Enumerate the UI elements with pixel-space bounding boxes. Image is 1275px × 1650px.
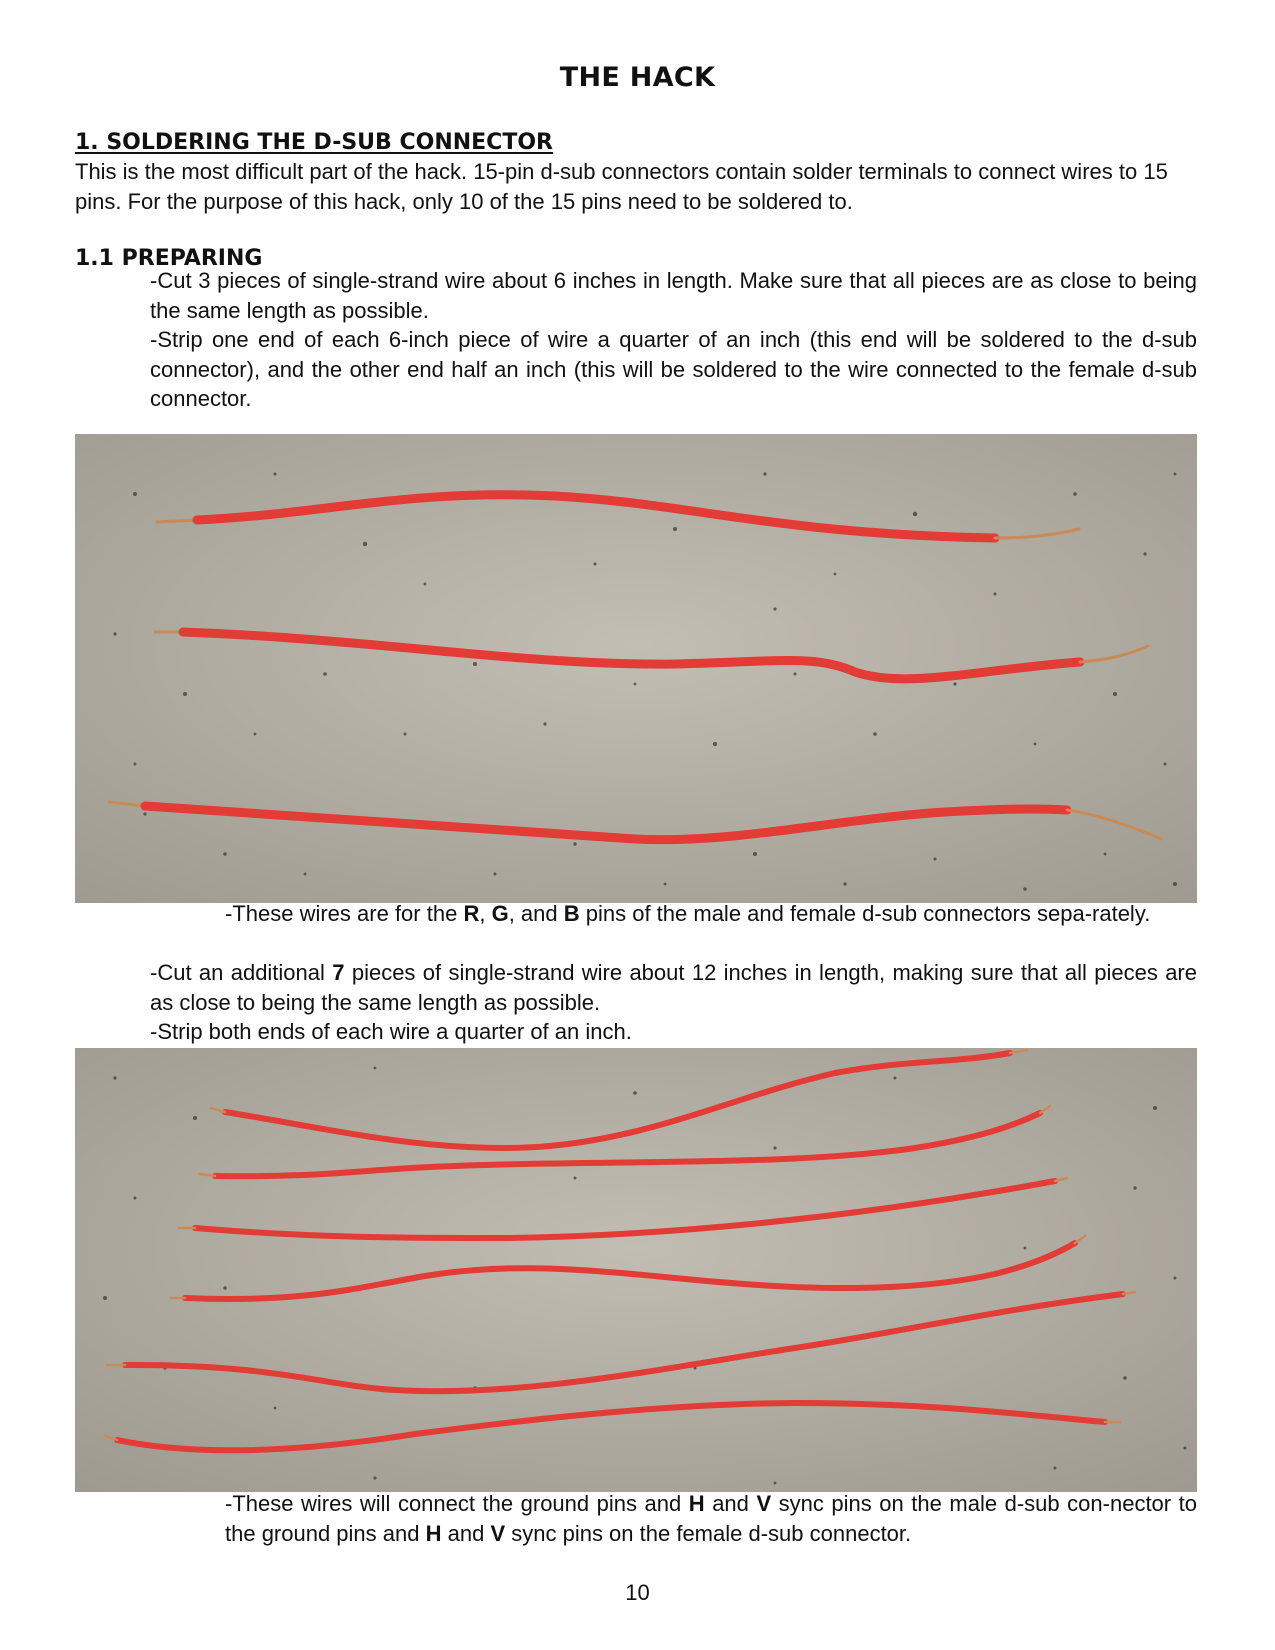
step-strip-both-ends: -Strip both ends of each wire a quarter of an inch. bbox=[150, 1019, 632, 1044]
pin-r-label: R bbox=[463, 901, 480, 926]
note-rgb-text-c: , and bbox=[508, 901, 564, 926]
note-rgb-text-b: , bbox=[479, 901, 492, 926]
sync-h-label-2: H bbox=[425, 1520, 442, 1546]
note-rgb-wires bbox=[225, 899, 1197, 929]
note-rgb-text-a: -These wires are for the bbox=[225, 901, 464, 926]
step-cut-3-wires: -Cut 3 pieces of single-strand wire about 6 inches in length. Make sure that all pieces are as close to being the same length as possible. bbox=[150, 268, 1197, 323]
note-sync-text-a: -These wires will connect the ground pins and bbox=[225, 1491, 689, 1516]
step-strip-6-inch: -Strip one end of each 6-inch piece of wire a quarter of an inch (this end will be soldered to the d-sub connector), and the other end half an inch (this will be soldered to the wire connected to the female d-sub connector. bbox=[150, 327, 1197, 411]
photo-three-short-wires bbox=[75, 434, 1197, 903]
intro-paragraph: This is the most difficult part of the hack. 15-pin d-sub connectors contain solder terminals to connect wires to 15 pins. For the purpose of this hack, only 10 of the 15 pins need to be soldered to. bbox=[75, 159, 1168, 214]
note-rgb-text-d: pins of the male and female d-sub connectors sepa-rately. bbox=[579, 901, 1151, 926]
pin-g-label: G bbox=[491, 901, 509, 926]
step-cut-7-wires bbox=[150, 958, 1197, 1017]
page-number: 10 bbox=[625, 1580, 650, 1605]
note-sync-wires bbox=[225, 1489, 1197, 1548]
photo-seven-long-wires bbox=[75, 1048, 1197, 1492]
subsection-heading-preparing: 1.1 PREPARING bbox=[75, 246, 263, 271]
section-heading-soldering: 1. SOLDERING THE D-SUB CONNECTOR bbox=[75, 130, 553, 155]
note-sync-text-d: and bbox=[441, 1520, 491, 1546]
sync-v-label-1: V bbox=[756, 1491, 772, 1516]
page-title: THE HACK bbox=[559, 62, 716, 93]
note-sync-text-b: and bbox=[704, 1491, 757, 1516]
step-cut-7-count: 7 bbox=[332, 960, 345, 985]
step-cut-7-text-a: -Cut an additional bbox=[150, 960, 333, 985]
note-sync-text-e: sync pins on the female d-sub connector. bbox=[505, 1520, 912, 1546]
sync-v-label-2: V bbox=[490, 1520, 506, 1546]
sync-h-label-1: H bbox=[688, 1491, 705, 1516]
pin-b-label: B bbox=[563, 901, 580, 926]
step-cut-7-text-b: pieces of single-strand wire about 12 inches in length, making sure that all pieces are as close to being the same length as possible. bbox=[150, 960, 1197, 1015]
note-sync-text-c: sync pins on the male d-sub con-nector to the ground pins and bbox=[225, 1491, 1197, 1546]
